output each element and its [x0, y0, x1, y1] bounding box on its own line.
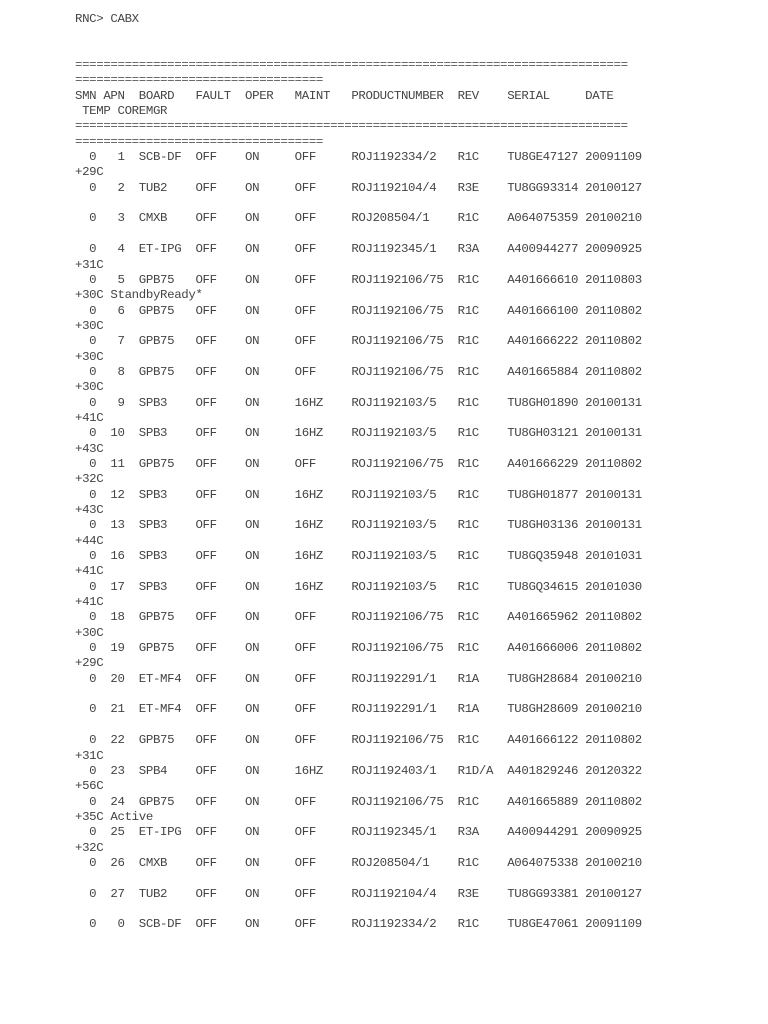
table-row: 0 12 SPB3 OFF ON 16HZ ROJ1192103/5 R1C TU8GH01877 20100131 [75, 487, 642, 502]
table-row: 0 19 GPB75 OFF ON OFF ROJ1192106/75 R1C A401666006 20110802 [75, 641, 642, 656]
table-row-continuation: +56C [75, 779, 104, 794]
table-row-continuation: +41C [75, 410, 104, 425]
table-row-continuation: +43C [75, 503, 104, 517]
table-row: 0 24 GPB75 OFF ON OFF ROJ1192106/75 R1C A401665889 20110802 [75, 794, 642, 809]
table-row-continuation: +32C [75, 472, 104, 487]
table-row-continuation: +30C [75, 625, 104, 640]
table-row-continuation [75, 871, 755, 886]
table-row: 0 17 SPB3 OFF ON 16HZ ROJ1192103/5 R1C TU8GQ34615 20101030 [75, 579, 642, 594]
table-row: 0 23 SPB4 OFF ON 16HZ ROJ1192403/1 R1D/A A401829246 20120322 [75, 763, 642, 778]
table-header-line-2: TEMP COREMGR [75, 104, 168, 119]
table-row-continuation: +35C Active [75, 809, 153, 824]
table-row-continuation: +30C [75, 318, 104, 333]
table-row: 0 0 SCB-DF OFF ON OFF ROJ1192334/2 R1C TU8GE47061 20091109 [75, 917, 642, 932]
table-row-continuation: +31C [75, 748, 104, 763]
blank-line [75, 43, 755, 58]
table-row-continuation: +41C [75, 595, 104, 610]
table-row-continuation [75, 687, 755, 702]
table-row: 0 10 SPB3 OFF ON 16HZ ROJ1192103/5 R1C TU8GH03121 20100131 [75, 426, 642, 441]
table-row: 0 21 ET-MF4 OFF ON OFF ROJ1192291/1 R1A TU8GH28609 20100210 [75, 702, 642, 717]
table-row: 0 13 SPB3 OFF ON 16HZ ROJ1192103/5 R1C TU8GH03136 20100131 [75, 518, 642, 533]
table-row: 0 8 GPB75 OFF ON OFF ROJ1192106/75 R1C A401665884 20110802 [75, 364, 642, 379]
table-row: 0 22 GPB75 OFF ON OFF ROJ1192106/75 R1C A401666122 20110802 [75, 733, 642, 748]
table-row: 0 5 GPB75 OFF ON OFF ROJ1192106/75 R1C A401666610 20110803 [75, 272, 642, 287]
board-table-body [75, 150, 755, 948]
table-row: 0 20 ET-MF4 OFF ON OFF ROJ1192291/1 R1A TU8GH28684 20100210 [75, 671, 642, 686]
table-row-continuation: +44C [75, 533, 104, 548]
table-row: 0 27 TUB2 OFF ON OFF ROJ1192104/4 R3E TU8GG93381 20100127 [75, 886, 642, 901]
blank-line [75, 27, 755, 42]
table-row: 0 16 SPB3 OFF ON 16HZ ROJ1192103/5 R1C TU8GQ35948 20101031 [75, 549, 642, 564]
table-row: 0 2 TUB2 OFF ON OFF ROJ1192104/4 R3E TU8GG93314 20100127 [75, 180, 642, 195]
table-row: 0 9 SPB3 OFF ON 16HZ ROJ1192103/5 R1C TU8GH01890 20100131 [75, 395, 642, 410]
table-row: 0 18 GPB75 OFF ON OFF ROJ1192106/75 R1C A401665962 20110802 [75, 610, 642, 625]
table-row: 0 25 ET-IPG OFF ON OFF ROJ1192345/1 R3A A400944291 20090925 [75, 825, 642, 840]
table-row: 0 1 SCB-DF OFF ON OFF ROJ1192334/2 R1C TU8GE47127 20091109 [75, 150, 642, 165]
table-row: 0 3 CMXB OFF ON OFF ROJ208504/1 R1C A064075359 20100210 [75, 211, 642, 226]
table-row-continuation [75, 196, 755, 211]
table-row-continuation: +43C [75, 441, 104, 456]
table-row-continuation [75, 902, 755, 917]
table-row-continuation: +30C StandbyReady* [75, 288, 203, 303]
table-row: 0 4 ET-IPG OFF ON OFF ROJ1192345/1 R3A A400944277 20090925 [75, 242, 642, 257]
table-row-continuation: +29C [75, 656, 104, 671]
table-row-continuation [75, 718, 755, 733]
table-row: 0 11 GPB75 OFF ON OFF ROJ1192106/75 R1C A401666229 20110802 [75, 456, 642, 471]
table-row-continuation: +41C [75, 564, 104, 579]
table-row-continuation: +29C [75, 165, 104, 180]
terminal-output [75, 12, 755, 948]
separator-rule-tail: =================================== [75, 73, 323, 88]
table-row-continuation: +30C [75, 380, 104, 395]
table-row-continuation: +32C [75, 840, 104, 855]
table-row-continuation [75, 933, 755, 948]
table-row-continuation: +30C [75, 349, 104, 364]
separator-rule: ============================================================================== [75, 58, 628, 73]
table-row: 0 26 CMXB OFF ON OFF ROJ208504/1 R1C A064075338 20100210 [75, 855, 642, 870]
table-header-line-1: SMN APN BOARD FAULT OPER MAINT PRODUCTNUMBER REV SERIAL DATE [75, 88, 614, 103]
separator-rule-tail: =================================== [75, 134, 323, 149]
command-line: RNC> CABX [75, 12, 139, 26]
table-row: 0 6 GPB75 OFF ON OFF ROJ1192106/75 R1C A401666100 20110802 [75, 303, 642, 318]
table-row: 0 7 GPB75 OFF ON OFF ROJ1192106/75 R1C A401666222 20110802 [75, 334, 642, 349]
table-row-continuation [75, 227, 755, 242]
table-row-continuation: +31C [75, 257, 104, 272]
separator-rule: ============================================================================== [75, 119, 628, 134]
